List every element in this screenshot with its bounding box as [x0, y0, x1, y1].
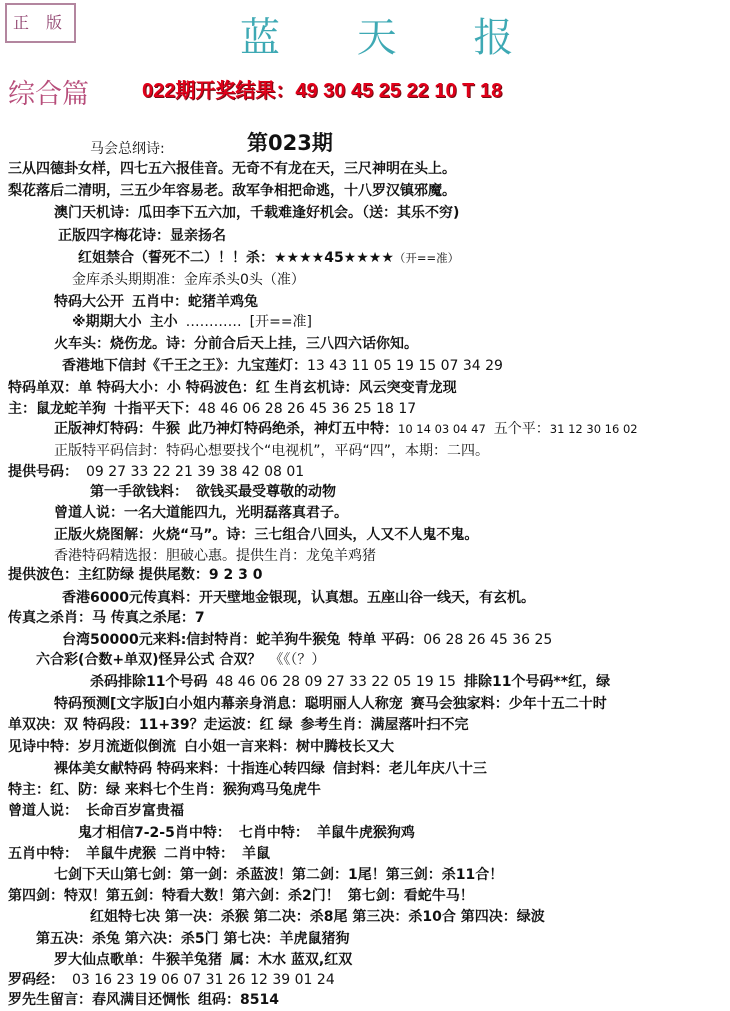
text-line: [8, 377, 457, 399]
text-line: [62, 587, 535, 609]
authentic-stamp: 正 版: [5, 3, 76, 43]
text-line: [90, 671, 610, 693]
text-segment: 13 43 11 05 19 15 07 34 29: [307, 358, 503, 374]
text-segment: [开==准]: [249, 314, 313, 330]
text-segment: 48 46 06 28 26 45 36 25 18 17: [198, 401, 417, 417]
text-segment: 信封料：老儿年庆八十三: [332, 761, 487, 777]
text-line: [54, 418, 638, 440]
issue-number: 第023期: [247, 131, 333, 155]
text-line: [54, 440, 489, 462]
text-segment: 六合彩(合数+单双)怪异公式 合双？: [36, 652, 262, 668]
text-segment: 见诗中特：岁月流逝似倒流: [8, 739, 176, 755]
text-line: [78, 822, 415, 844]
text-segment: 瓜田李下五六加，千载难逢好机会。（送：其乐不穷): [138, 205, 460, 221]
text-line: [8, 607, 205, 629]
text-segment: 10 14 03 04 47: [398, 422, 486, 436]
text-line: [90, 481, 336, 503]
text-segment: （开==准）: [393, 251, 460, 265]
text-segment: 罗大仙点歌单：牛猴羊兔猪: [54, 952, 222, 968]
text-line: [8, 158, 456, 180]
text-line: [8, 969, 335, 991]
text-line: [8, 461, 304, 483]
text-segment: 显亲扬名: [170, 228, 226, 244]
text-line: [8, 800, 184, 822]
text-segment: 单双决：双 特码段：11+39？走运波：红 绿: [8, 717, 293, 733]
text-segment: 第七剑：看蛇牛马！: [347, 888, 474, 904]
text-line: [8, 885, 474, 907]
text-line: [36, 649, 325, 671]
text-segment: 提供号码：: [8, 464, 78, 480]
text-segment: 特码预测[文字版]白小姐内幕亲身消息：聪明丽人人称宠: [54, 696, 403, 712]
text-segment: 梨花落后二清明，三五少年容易老。敌军争相把命逃，十八罗汉镇邪魔。: [8, 183, 456, 199]
text-segment: 火车头：烧伤龙。诗：分前合后天上挂，三八四六话你知。: [54, 336, 418, 352]
text-line: [54, 291, 258, 313]
text-line: [58, 225, 226, 247]
text-segment: 正版四字梅花诗：: [58, 228, 170, 244]
text-line: [8, 564, 262, 586]
text-segment: 赛马会独家料：少年十五二十时: [410, 696, 607, 712]
text-segment: 此乃神灯特码绝杀，神灯五中特：: [188, 421, 398, 437]
text-segment: 金库杀头期期准：金库杀头0头（准）: [72, 272, 305, 288]
text-segment: 主：鼠龙蛇羊狗: [8, 401, 106, 417]
text-segment: 红姐特七决 第一决：杀猴 第二决：杀8尾 第三决：杀10合 第四决：绿波: [90, 909, 545, 925]
section-title: 综合篇: [8, 79, 89, 110]
text-line: [62, 629, 552, 651]
text-line: [90, 906, 545, 928]
text-line: [62, 355, 503, 377]
text-segment: 七肖中特：: [238, 825, 309, 841]
text-segment: 特主：红、防：绿 来料七个生肖：猴狗鸡马兔虎牛: [8, 782, 321, 798]
text-segment: 白小姐一言来料：树中腾枝长又大: [184, 739, 394, 755]
text-line: [54, 502, 348, 524]
text-line: [54, 758, 487, 780]
text-segment: 五个平：: [493, 421, 550, 437]
text-segment: 三从四德卦女样，四七五六报佳音。无奇不有龙在天，三尺神明在头上。: [8, 161, 456, 177]
text-line: [36, 928, 350, 950]
text-segment: 特码大公开: [54, 294, 124, 310]
text-segment: 正版火烧图解：火烧“马”。诗：三七组合八回头，人又不人鬼不鬼。: [54, 527, 479, 543]
text-segment: 特单 平码：: [348, 632, 424, 648]
text-segment: ※期期大小: [72, 314, 142, 330]
text-segment: 马会总纲诗:: [90, 141, 165, 157]
text-segment: 香港6000元传真料：开天壁地金银现，认真想。五座山谷一线天，有玄机。: [62, 590, 535, 606]
text-line: [54, 333, 418, 355]
text-segment: 蛇猪羊鸡兔: [188, 294, 258, 310]
text-line: [8, 736, 394, 758]
text-line: [54, 949, 352, 971]
text-line: [8, 779, 321, 801]
text-segment: 曾道人说：: [54, 505, 124, 521]
text-line: [54, 524, 478, 546]
text-segment: 裸体美女献特码 特码来料：十指连心转四绿: [54, 761, 325, 777]
text-segment: 特码单双：单 特码大小：小 特码波色：红 生肖玄机诗：风云突变青龙现: [8, 380, 457, 396]
text-segment: 《《（？）: [269, 652, 326, 668]
text-segment: 羊鼠牛虎猴狗鸡: [316, 825, 415, 841]
text-segment: 罗先生留言：春风满目还惆怅: [8, 992, 190, 1008]
text-segment: 第五决：杀兔 第六决：杀5门 第七决：羊虎鼠猪狗: [36, 931, 350, 947]
text-segment: 罗码经：: [8, 972, 64, 988]
text-line: [78, 247, 459, 269]
text-line: [54, 864, 503, 886]
text-segment: 五肖中特：: [8, 846, 78, 862]
text-segment: 羊鼠牛虎猴: [86, 846, 156, 862]
text-line: [90, 138, 165, 160]
text-segment: 香港地下信封《千王之王》：九宝莲灯：: [62, 358, 307, 374]
text-segment: 正版特平码信封：特码心想要找个“电视机”，平码“四”，本期：二四。: [54, 443, 490, 459]
text-segment: 一名大道能四九，光明磊落真君子。: [124, 505, 348, 521]
page-title: 蓝 天 报: [240, 15, 546, 61]
text-segment: 澳门天机诗：: [54, 205, 138, 221]
text-segment: 第四剑：特双！第五剑：特看大数！第六剑：杀2门！: [8, 888, 340, 904]
text-line: [54, 693, 607, 715]
text-segment: 主小: [149, 314, 178, 330]
text-segment: 组码：8514: [198, 992, 279, 1008]
text-segment: …………: [185, 314, 242, 330]
text-segment: 十指平天下：: [114, 401, 198, 417]
text-segment: 09 27 33 22 21 39 38 42 08 01: [86, 464, 305, 480]
text-segment: 48 46 06 28 09 27 33 22 05 19 15: [215, 674, 456, 690]
text-segment: 提供波色：主红防绿 提供尾数：9 2 3 0: [8, 567, 263, 583]
text-line: [54, 202, 459, 224]
text-segment: 排除11个号码**红，绿: [463, 674, 611, 690]
text-segment: 06 28 26 45 36 25: [423, 632, 553, 648]
text-segment: 台湾50000元来料:信封特肖：蛇羊狗牛猴兔: [62, 632, 341, 648]
text-line: [8, 843, 270, 865]
text-segment: 31 12 30 16 02: [549, 422, 638, 436]
text-segment: 03 16 23 19 06 07 31 26 12 39 01 24: [72, 972, 335, 988]
text-line: [8, 714, 468, 736]
text-segment: 羊鼠: [242, 846, 270, 862]
text-segment: 五肖中：: [132, 294, 188, 310]
text-segment: 长命百岁富贵福: [86, 803, 184, 819]
text-line: [72, 269, 305, 291]
text-segment: 参考生肖：满屋落叶扫不完: [300, 717, 469, 733]
text-segment: 欲钱买最受尊敬的动物: [196, 484, 336, 500]
text-line: [8, 398, 416, 420]
text-line: [8, 180, 456, 202]
text-segment: 红姐禁合（誓死不二）！！杀：★★★★45★★★★: [78, 250, 394, 266]
text-segment: 杀码排除11个号码: [90, 674, 208, 690]
text-segment: 香港特码精选报：胆破心惠。提供生肖：龙兔羊鸡猪: [54, 548, 376, 564]
text-segment: 传真之杀肖：马 传真之杀尾：7: [8, 610, 205, 626]
text-segment: 曾道人说：: [8, 803, 78, 819]
text-segment: 七剑下天山第七剑：第一剑：杀蓝波！第二剑：1尾！第三剑：杀11合！: [54, 867, 504, 883]
text-segment: 二肖中特：: [164, 846, 234, 862]
text-segment: 正版神灯特码：牛猴: [54, 421, 180, 437]
text-segment: 鬼才相信7-2-5肖中特：: [78, 825, 231, 841]
draw-result-banner: 022期开奖结果：49 30 45 25 22 10 T 18: [142, 80, 503, 102]
text-segment: 第一手欲钱料：: [90, 484, 188, 500]
text-line: [72, 311, 312, 333]
text-segment: 属：木水 蓝双,红双: [230, 952, 353, 968]
